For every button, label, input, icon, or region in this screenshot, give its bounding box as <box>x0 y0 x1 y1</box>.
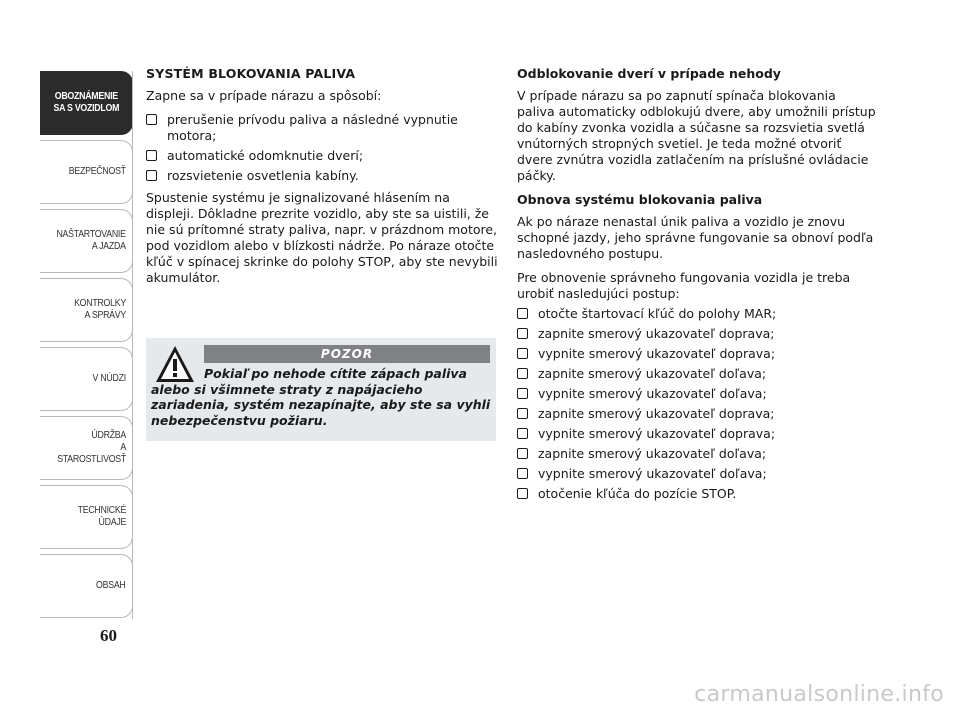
chapter-tabs <box>40 71 133 623</box>
tab-label: BEZPEČNOSŤ <box>68 166 126 177</box>
tab-label: V NÚDZI <box>92 373 126 384</box>
fuel-cutoff-section <box>146 66 498 294</box>
checkbox-bullet-icon <box>517 348 528 359</box>
body-paragraph: V prípade nárazu sa po zapnutí spínača blokovania paliva automaticky odblokujú dvere, aby umožnili prístup do kabíny zvonka vozidla a súčasne sa rozsvietia svetlá vnútorných stropných svetiel. Je teda možné otvoriť dvere zvnútra vozidla zatlačením na príslušné ovládacie páčky. <box>517 88 876 183</box>
list-item: zapnite smerový ukazovateľ doprava; <box>517 326 877 342</box>
list-item: vypnite smerový ukazovateľ doľava; <box>517 386 877 402</box>
intro-text: Zapne sa v prípade nárazu a spôsobí: <box>146 88 382 103</box>
checkbox-bullet-icon <box>517 308 528 319</box>
warning-box <box>146 338 496 441</box>
section-heading: SYSTÉM BLOKOVANIA PALIVA <box>146 66 356 81</box>
tab-v-nudzi[interactable] <box>40 347 133 411</box>
subheading-door-unlock: Odblokovanie dverí v prípade nehody <box>517 66 781 81</box>
door-unlock-section <box>517 66 877 508</box>
tab-label: TECHNICKÉ ÚDAJE <box>77 505 126 528</box>
tab-udrzba[interactable] <box>40 416 133 480</box>
tab-obsah[interactable] <box>40 554 133 618</box>
checkbox-bullet-icon <box>146 170 157 181</box>
checkbox-bullet-icon <box>146 114 157 125</box>
body-paragraph: Ak po náraze nenastal únik paliva a vozidlo je znovu schopné jazdy, jeho správne fungovanie sa obnoví podľa nasledovného postupu. <box>517 214 874 261</box>
list-item: zapnite smerový ukazovateľ doprava; <box>517 406 877 422</box>
warning-title: POZOR <box>204 345 490 363</box>
effects-list <box>146 112 498 184</box>
subheading-restore: Obnova systému blokovania paliva <box>517 192 763 207</box>
list-item: zapnite smerový ukazovateľ doľava; <box>517 366 877 382</box>
checkbox-bullet-icon <box>517 428 528 439</box>
tab-nastartovanie[interactable] <box>40 209 133 273</box>
body-paragraph: Spustenie systému je signalizované hlásením na displeji. Dôkladne prezrite vozidlo, aby ste sa uistili, že nie sú prítomné straty paliva, napr. v prázdnom motore, pod vozidlom alebo v blízkosti nádrže. Po náraze otočte kľúč v spínacej skrinke do polohy STOP, aby ste nevybili akumulátor. <box>146 190 498 285</box>
body-paragraph: Pre obnovenie správneho fungovania vozidla je treba urobiť nasledujúci postup: <box>517 270 851 301</box>
watermark: carmanualsonline.info <box>694 682 944 707</box>
checkbox-bullet-icon <box>146 150 157 161</box>
checkbox-bullet-icon <box>517 468 528 479</box>
list-item: vypnite smerový ukazovateľ doprava; <box>517 426 877 442</box>
tab-label: ÚDRŽBA A STAROSTLIVOSŤ <box>57 430 126 465</box>
checkbox-bullet-icon <box>517 448 528 459</box>
tab-technicke-udaje[interactable] <box>40 485 133 549</box>
list-item: zapnite smerový ukazovateľ doľava; <box>517 446 877 462</box>
checkbox-bullet-icon <box>517 408 528 419</box>
tab-label: NAŠTARTOVANIE A JAZDA <box>56 229 126 252</box>
sidebar-divider <box>132 71 133 619</box>
list-item: rozsvietenie osvetlenia kabíny. <box>146 168 498 184</box>
checkbox-bullet-icon <box>517 328 528 339</box>
list-item: vypnite smerový ukazovateľ doľava; <box>517 466 877 482</box>
checkbox-bullet-icon <box>517 388 528 399</box>
list-item: otočte štartovací kľúč do polohy MAR; <box>517 306 877 322</box>
tab-bezpecnost[interactable] <box>40 140 133 204</box>
warning-text: Pokiaľ po nehode cítite zápach paliva alebo si všimnete straty z napájacieho zariadenia, systém nezapínajte, aby ste sa vyhli nebezpečenstvu požiaru. <box>151 366 491 428</box>
tab-label: OBOZNÁMENIE SA S VOZIDLOM <box>53 91 119 114</box>
tab-label: OBSAH <box>96 580 126 591</box>
list-item: vypnite smerový ukazovateľ doprava; <box>517 346 877 362</box>
list-item: prerušenie prívodu paliva a následné vypnutie motora; <box>146 112 498 144</box>
checkbox-bullet-icon <box>517 368 528 379</box>
tab-kontrolky[interactable] <box>40 278 133 342</box>
page-number: 60 <box>100 626 117 645</box>
list-item: automatické odomknutie dverí; <box>146 148 498 164</box>
checkbox-bullet-icon <box>517 488 528 499</box>
tab-oboznamenie[interactable] <box>40 71 133 135</box>
list-item: otočenie kľúča do pozície STOP. <box>517 486 877 502</box>
tab-label: KONTROLKY A SPRÁVY <box>74 298 126 321</box>
steps-list <box>517 306 877 502</box>
